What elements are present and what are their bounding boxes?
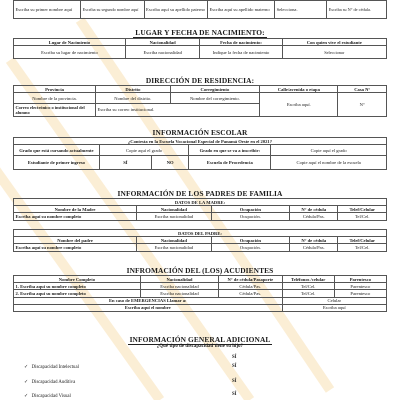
- mother-name-header: Nombre de la Madre: [14, 206, 137, 213]
- disability-visual-label: Discapacidad Visual: [31, 394, 71, 399]
- email-field[interactable]: Escriba su correo institucional.: [96, 104, 260, 116]
- father-title: DATOS DEL PADRE:: [14, 230, 387, 237]
- guardian1-name-field[interactable]: 1. Escriba aquí su nombre completo: [14, 283, 141, 290]
- father-name-header: Nombre del padre: [14, 237, 137, 244]
- first-name-field[interactable]: Escriba su primer nombre aquí: [14, 1, 81, 19]
- father-phone-field[interactable]: Tel/Cel.: [338, 244, 387, 251]
- yes-label-3[interactable]: SÍ: [232, 379, 237, 384]
- id-number-field[interactable]: Escriba su N° de cédula.: [327, 1, 387, 19]
- house-field[interactable]: N°: [338, 93, 387, 116]
- mother-name-field[interactable]: Escriba aquí su nombre completo: [14, 213, 137, 220]
- school-question: ¿Contesta en la Escuela Vocacional Especial de Panamá Oeste en el 2021?: [14, 138, 387, 145]
- email-label: Correo electrónico o institucional del alumno: [14, 104, 96, 116]
- previous-school-label: Escuela de Procedencia: [189, 156, 271, 170]
- father-nationality-header: Nacionalidad: [137, 237, 212, 244]
- maternal-surname-field[interactable]: Escriba aquí su apellido materno: [207, 1, 274, 19]
- emergency-cell-label: Celular: [282, 297, 386, 304]
- birth-date-header: Fecha de nacimiento:: [200, 39, 282, 46]
- district-header: Distrito: [96, 86, 171, 93]
- general-section-title: INFORMACIÓN GENERAL ADICIONAL: [129, 335, 271, 344]
- birth-section-title: LUGAR Y FECHA DE NACIMIENTO:: [135, 28, 265, 37]
- guardian-id-header: N° de cédula/Pasaporte: [219, 276, 282, 283]
- mother-occupation-field[interactable]: Ocupación.: [211, 213, 289, 220]
- check-icon: ✓: [24, 365, 29, 370]
- first-time-no[interactable]: NO: [152, 156, 189, 170]
- birth-date-field[interactable]: Indique la fecha de nacimiento: [200, 46, 282, 59]
- yes-label-2[interactable]: SÍ: [232, 364, 237, 369]
- disability-question: ¿Qué tipo de discapacidad tiene su hijo?: [156, 344, 244, 349]
- guardian2-id-field[interactable]: Cédula/Pas.: [219, 290, 282, 297]
- lives-with-header: Con quien vive el estudiante: [282, 39, 386, 46]
- guardian-phone-header: Teléfonos /celular: [282, 276, 334, 283]
- emergency-label: En caso de EMERGENCIAS Llamar a:: [14, 297, 283, 304]
- guardians-table: [13, 275, 387, 312]
- residence-section-title: DIRECCIÓN DE RESIDENCIA:: [145, 76, 255, 85]
- province-field[interactable]: Nombre de la provincia.: [14, 93, 96, 104]
- birth-place-field[interactable]: Escriba su lugar de nacimiento: [14, 46, 126, 59]
- guardian1-id-field[interactable]: Cédula/Pas.: [219, 283, 282, 290]
- current-grade-label: Grado que está cursando actualmente: [14, 145, 100, 156]
- school-section-title: INFORMACIÓN ESCOLAR: [152, 128, 248, 137]
- disability-auditory-label: Discapacidad Auditiva: [31, 380, 76, 385]
- house-header: Casa N°: [338, 86, 387, 93]
- guardian-name-header: Nombre Completo: [14, 276, 141, 283]
- mother-title: DATOS DE LA MADRE:: [14, 199, 387, 206]
- lives-with-select[interactable]: Seleccionar: [282, 46, 386, 59]
- paternal-surname-field[interactable]: Escriba aquí su apellido paterno: [144, 1, 207, 19]
- disability-intellectual-label: Discapacidad Intelectual: [31, 365, 79, 370]
- guardian2-nationality-field[interactable]: Escriba nacionalidad: [140, 290, 218, 297]
- guardian-nationality-header: Nacionalidad: [140, 276, 218, 283]
- first-time-yes[interactable]: SÍ: [99, 156, 151, 170]
- previous-school-field[interactable]: Copie aquí el nombre de la escuela: [271, 156, 387, 170]
- yes-label-4[interactable]: SÍ: [232, 392, 237, 397]
- father-name-field[interactable]: Escriba aquí su nombre completo: [14, 244, 137, 251]
- nationality-header: Nacionalidad: [125, 39, 200, 46]
- check-icon: ✓: [24, 394, 29, 399]
- yes-label-1[interactable]: SÍ: [232, 355, 237, 360]
- father-id-header: N° de cédula: [290, 237, 338, 244]
- guardian2-name-field[interactable]: 2. Escriba aquí su nombre completo: [14, 290, 141, 297]
- corregimiento-header: Corregimiento: [170, 86, 260, 93]
- emergency-name-field[interactable]: Escriba aquí el nombre: [14, 304, 283, 311]
- mother-id-header: N° de cédula: [290, 206, 338, 213]
- guardian2-relation-field[interactable]: Parentesco: [334, 290, 386, 297]
- guardian1-phone-field[interactable]: Tel/Cel.: [282, 283, 334, 290]
- first-time-label: Estudiante de primer ingreso: [14, 156, 100, 170]
- guardian1-nationality-field[interactable]: Escriba nacionalidad: [140, 283, 218, 290]
- disability-visual[interactable]: [24, 394, 71, 399]
- father-nationality-field[interactable]: Escriba nacionalidad: [137, 244, 212, 251]
- street-header: Calle/avenida o etapa: [260, 86, 338, 93]
- street-field[interactable]: Escriba aquí.: [260, 93, 338, 116]
- province-header: Provincia: [14, 86, 96, 93]
- mother-nationality-header: Nacionalidad: [137, 206, 212, 213]
- current-grade-field[interactable]: Copie aquí el grado: [99, 145, 189, 156]
- corregimiento-field[interactable]: Nombre del corregimiento.: [170, 93, 260, 104]
- check-icon: ✓: [24, 380, 29, 385]
- disability-intellectual[interactable]: [24, 365, 79, 370]
- residence-table: [13, 85, 387, 117]
- mother-table: [13, 198, 387, 221]
- enroll-grade-label: Grado en que se va a inscribir:: [189, 145, 271, 156]
- enroll-grade-field[interactable]: Copie aquí el grado: [271, 145, 387, 156]
- guardians-section-title: INFROMACIÓN DEL (LOS) ACUDIENTES: [126, 266, 274, 275]
- school-table: [13, 137, 387, 170]
- mother-phone-field[interactable]: Tel/Cel.: [338, 213, 387, 220]
- name-fields-row: [13, 0, 387, 19]
- mother-phone-header: Telef/Celular: [338, 206, 387, 213]
- disability-auditory[interactable]: [24, 380, 75, 385]
- mother-occupation-header: Ocupación: [211, 206, 289, 213]
- guardian-relation-header: Parentesco: [334, 276, 386, 283]
- birth-table: [13, 38, 387, 59]
- select-field[interactable]: Selecciona.: [275, 1, 327, 19]
- father-phone-header: Telef/Celular: [338, 237, 387, 244]
- district-field[interactable]: Nombre del distrito.: [96, 93, 171, 104]
- birth-place-header: Lugar de Nacimiento: [14, 39, 126, 46]
- mother-nationality-field[interactable]: Escriba nacionalidad: [137, 213, 212, 220]
- father-occupation-field[interactable]: Ocupación.: [211, 244, 289, 251]
- parents-section-title: INFORMACIÓN DE LOS PADRES DE FAMILIA: [117, 189, 283, 198]
- guardian1-relation-field[interactable]: Parentesco: [334, 283, 386, 290]
- nationality-field[interactable]: Escriba nacionalidad: [125, 46, 200, 59]
- father-table: [13, 229, 387, 252]
- mother-id-field[interactable]: Cédula/Pas.: [290, 213, 338, 220]
- emergency-cell-field[interactable]: Escriba aquí: [282, 304, 386, 311]
- second-name-field[interactable]: Escriba su segundo nombre aquí: [81, 1, 144, 19]
- father-occupation-header: Ocupación: [211, 237, 289, 244]
- guardian2-phone-field[interactable]: Tel/Cel.: [282, 290, 334, 297]
- father-id-field[interactable]: Cédula/Pas.: [290, 244, 338, 251]
